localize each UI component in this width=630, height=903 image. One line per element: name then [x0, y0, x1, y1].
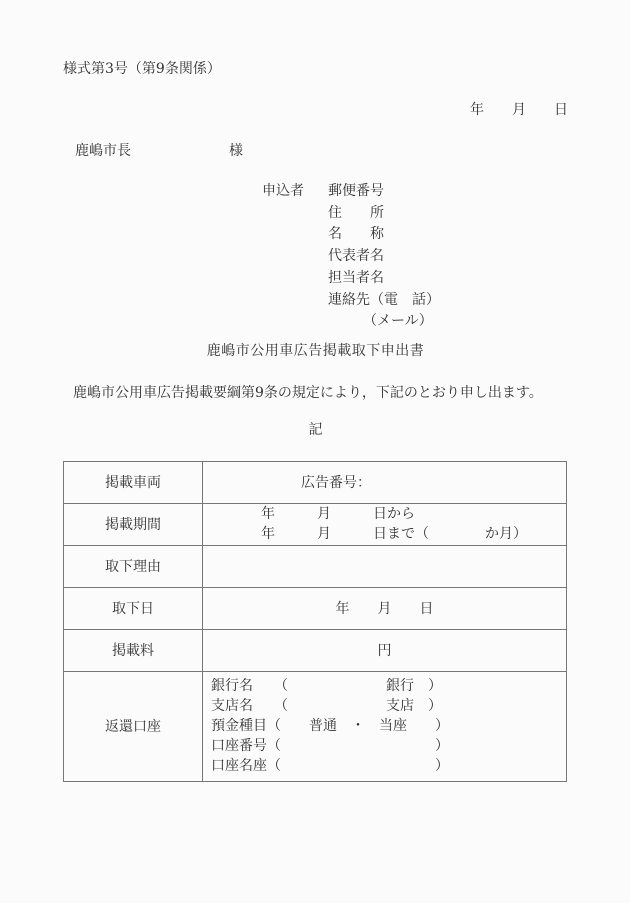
period-line-from: 年 月 日から — [261, 506, 415, 523]
account-line-bank-name: 銀行名 （ 銀行 ） — [211, 678, 442, 695]
table-row-withdrawal-reason — [64, 545, 567, 587]
row-value-reason — [203, 545, 567, 587]
row-label-reason: 取下理由 — [64, 545, 203, 587]
document-title: 鹿嶋市公用車広告掲載取下申出書 — [206, 342, 425, 359]
applicant-block — [63, 181, 568, 333]
form-table — [63, 461, 567, 782]
applicant-line-address: 住 所 — [328, 204, 384, 221]
date-line: 年 月 日 — [470, 102, 568, 118]
form-number: 様式第3号（第9条関係） — [63, 61, 221, 77]
row-label-fee: 掲載料 — [64, 629, 203, 671]
applicant-line-phone: 連絡先（電 話） — [328, 291, 440, 308]
account-line-account-number: 口座番号（ ） — [211, 738, 449, 755]
body-paragraph: 鹿嶋市公用車広告掲載要綱第9条の規定により，下記のとおり申し出ます。 — [73, 384, 543, 401]
ki-heading: 記 — [308, 421, 323, 438]
row-label-refund-account: 返還口座 — [64, 671, 203, 781]
account-line-account-holder: 口座名座（ ） — [211, 758, 449, 775]
table-row-withdrawal-date — [64, 587, 567, 629]
row-value-withdrawal-date: 年 月 日 — [203, 587, 567, 629]
table-row-period — [64, 503, 567, 545]
applicant-line-postal-code: 郵便番号 — [328, 183, 384, 199]
applicant-fields — [328, 181, 440, 333]
period-line-until: 年 月 日まで（ か月） — [261, 526, 527, 543]
row-value-refund-account — [203, 671, 567, 781]
row-value-fee: 円 — [203, 629, 567, 671]
table-row-fee — [64, 629, 567, 671]
account-line-branch-name: 支店名 （ 支店 ） — [211, 698, 442, 715]
table-row-refund-account — [64, 671, 567, 781]
recipient-line: 鹿嶋市長 様 — [75, 143, 243, 159]
table-row-vehicle — [64, 461, 567, 503]
row-value-period — [203, 503, 567, 545]
account-line-account-type: 預金種目（ 普通 ・ 当座 ） — [211, 718, 449, 735]
applicant-label: 申込者 — [262, 183, 304, 199]
row-label-withdrawal-date: 取下日 — [64, 587, 203, 629]
row-value-ad-number: 広告番号： — [203, 461, 567, 503]
row-label-period: 掲載期間 — [64, 503, 203, 545]
row-label-vehicle: 掲載車両 — [64, 461, 203, 503]
applicant-line-name: 名 称 — [328, 226, 384, 243]
applicant-line-contact-person: 担当者名 — [328, 269, 384, 286]
applicant-line-email: （メール） — [328, 313, 433, 330]
applicant-line-representative: 代表者名 — [328, 248, 384, 265]
